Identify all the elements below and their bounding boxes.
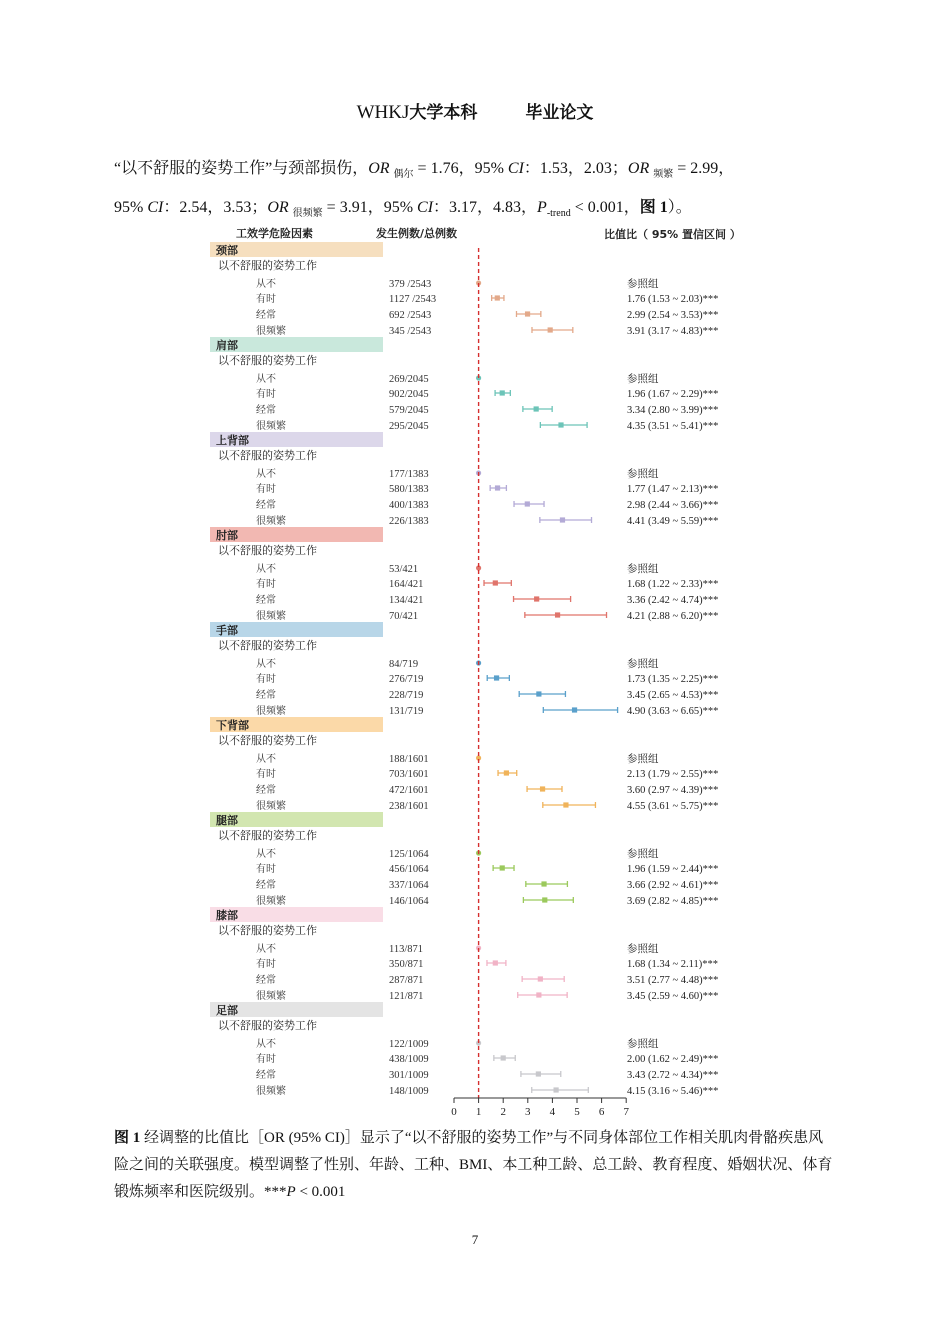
or-point [501,1055,506,1060]
caption-p: P [286,1184,296,1200]
exposure-label: 以不舒服的姿势工作 [218,259,317,272]
or-point [558,422,563,427]
cases-value: 579/2045 [389,405,429,416]
group-name: 膝部 [216,909,238,922]
or-point [493,580,498,585]
or-point [493,960,498,965]
cases-value: 113/871 [389,944,424,955]
cases-value: 295/2045 [389,421,429,432]
level-label: 经常 [256,690,276,701]
cases-value: 125/1064 [389,849,429,860]
cases-value: 146/1064 [389,896,429,907]
p-label: P [537,199,547,217]
or-point [542,897,547,902]
or-ci-text: 参照组 [627,754,659,765]
or-label: OR [627,160,650,177]
level-label: 很频繁 [256,896,286,907]
or-ci-text: 参照组 [627,374,659,385]
level-label: 有时 [256,484,276,495]
or-ci-text: 3.36 (2.42 ~ 4.74)*** [627,595,719,606]
cases-value: 456/1064 [389,864,429,875]
level-label: 从不 [256,754,276,765]
level-label: 有时 [256,579,276,590]
intro-text: = 3.91，95% [322,199,418,217]
level-label: 很频繁 [256,801,286,812]
level-label: 从不 [256,469,276,480]
intro-text: = 2.99， [673,160,735,177]
or-ci-text: 3.45 (2.59 ~ 4.60)*** [627,991,719,1002]
or-ci-text: 1.68 (1.22 ~ 2.33)*** [627,579,719,590]
cases-value: 188/1601 [389,754,429,765]
cases-value: 1127 /2543 [389,294,437,305]
x-tick-label: 1 [475,1106,482,1118]
or-ci-text: 参照组 [627,944,659,955]
header-left: WHKJ [356,102,410,123]
cases-value: 350/871 [389,959,424,970]
or-point [536,992,541,997]
intro-text: ：1.53，2.03； [523,160,628,177]
cases-value: 269/2045 [389,374,429,385]
cases-value: 276/719 [389,674,424,685]
exposure-label: 以不舒服的姿势工作 [218,734,317,747]
level-label: 很频繁 [256,421,286,432]
level-label: 很频繁 [256,326,286,337]
cases-value: 580/1383 [389,484,429,495]
intro-text: ：2.54，3.53； [163,199,268,217]
intro-text: ）。 [667,199,692,217]
cases-value: 122/1009 [389,1039,429,1050]
header-mid: 大学本科 [409,103,478,123]
or-ci-text: 4.55 (3.61 ~ 5.75)*** [627,801,719,812]
level-label: 很频繁 [256,1086,286,1097]
or-ci-text: 3.43 (2.72 ~ 4.34)*** [627,1070,719,1081]
cases-value: 53/421 [389,564,419,575]
cases-value: 345 /2543 [389,326,432,337]
or-ci-text: 4.41 (3.49 ~ 5.59)*** [627,516,719,527]
header-or: 比值比（ 95% 置信区间 ） [604,228,741,241]
or-ci-text: 2.13 (1.79 ~ 2.55)*** [627,769,719,780]
or-point [572,707,577,712]
level-label: 经常 [256,975,276,986]
or-point [500,390,505,395]
or-ci-text: 3.69 (2.82 ~ 4.85)*** [627,896,719,907]
level-label: 经常 [256,405,276,416]
sub-very: 很频繁 [292,208,323,220]
cases-value: 438/1009 [389,1054,429,1065]
cases-value: 134/421 [389,595,424,606]
ci-label: CI [507,160,524,177]
or-ci-text: 1.77 (1.47 ~ 2.13)*** [627,484,719,495]
or-point [553,1087,558,1092]
cases-value: 472/1601 [389,785,429,796]
exposure-label: 以不舒服的姿势工作 [218,544,317,557]
or-ci-text: 2.00 (1.62 ~ 2.49)*** [627,1054,719,1065]
or-ci-text: 1.96 (1.59 ~ 2.44)*** [627,864,719,875]
cases-value: 164/421 [389,579,424,590]
or-ci-text: 3.34 (2.80 ~ 3.99)*** [627,405,719,416]
page-number: 7 [471,1232,479,1247]
level-label: 从不 [256,279,276,290]
or-point [538,976,543,981]
x-tick-label: 6 [598,1106,605,1118]
or-point [525,501,530,506]
or-point [504,770,509,775]
exposure-label: 以不舒服的姿势工作 [218,354,317,367]
intro-text: ：3.17，4.83， [433,199,538,217]
or-point [560,517,565,522]
level-label: 从不 [256,564,276,575]
level-label: 有时 [256,294,276,305]
level-label: 有时 [256,769,276,780]
level-label: 经常 [256,310,276,321]
or-point [548,327,553,332]
level-label: 经常 [256,500,276,511]
or-ci-text: 3.91 (3.17 ~ 4.83)*** [627,326,719,337]
group-name: 上背部 [216,434,249,447]
cases-value: 177/1383 [389,469,429,480]
cases-value: 148/1009 [389,1086,429,1097]
level-label: 经常 [256,785,276,796]
exposure-label: 以不舒服的姿势工作 [218,1019,317,1032]
or-ci-text: 参照组 [627,469,659,480]
or-point [536,691,541,696]
or-point [555,612,560,617]
figure-reference: 图 1 [639,199,668,217]
intro-text: = 1.76，95% [413,160,508,177]
cases-value: 379 /2543 [389,279,432,290]
cases-value: 226/1383 [389,516,429,527]
or-ci-text: 1.96 (1.67 ~ 2.29)*** [627,389,719,400]
level-label: 经常 [256,1070,276,1081]
cases-value: 692 /2543 [389,310,432,321]
or-point [541,881,546,886]
or-ci-text: 3.51 (2.77 ~ 4.48)*** [627,975,719,986]
sub-occasional: 偶尔 [393,169,414,181]
sub-frequent: 频繁 [653,169,674,181]
level-label: 有时 [256,959,276,970]
p-sub: -trend [546,208,571,220]
level-label: 从不 [256,374,276,385]
or-ci-text: 3.45 (2.65 ~ 4.53)*** [627,690,719,701]
x-tick-label: 5 [574,1106,580,1118]
level-label: 很频繁 [256,516,286,527]
x-tick-label: 2 [500,1106,506,1118]
group-name: 肘部 [216,529,238,542]
level-label: 有时 [256,1054,276,1065]
or-ci-text: 参照组 [627,849,659,860]
level-label: 从不 [256,1039,276,1050]
level-label: 有时 [256,864,276,875]
group-name: 肩部 [216,339,238,352]
header-factor: 工效学危险因素 [236,227,313,240]
or-point [563,802,568,807]
level-label: 很频繁 [256,991,286,1002]
or-point [536,1071,541,1076]
caption-text: 经调整的比值比［OR (95% CI)］显示了“以不舒服的姿势工作”与不同身体部位工作相关肌肉骨骼疾患风险之间的关联强度。模型调整了性别、年龄、工种、BMI、本工种工龄、总工龄、教育程度、婚姻状况、体育锻炼频率和医院级别。*** [114,1130,833,1200]
cases-value: 131/719 [389,706,424,717]
or-ci-text: 1.76 (1.53 ~ 2.03)*** [627,294,719,305]
group-name: 下背部 [216,719,249,732]
cases-value: 902/2045 [389,389,429,400]
cases-value: 337/1064 [389,880,429,891]
ci-label: CI [147,199,164,217]
or-point [495,295,500,300]
or-ci-text: 4.35 (3.51 ~ 5.41)*** [627,421,719,432]
group-name: 足部 [216,1004,238,1017]
level-label: 从不 [256,659,276,670]
or-ci-text: 参照组 [627,279,659,290]
exposure-label: 以不舒服的姿势工作 [218,449,317,462]
exposure-label: 以不舒服的姿势工作 [218,924,317,937]
level-label: 经常 [256,595,276,606]
caption-label: 图 1 [114,1130,141,1146]
intro-text: “以不舒服的姿势工作”与颈部损伤， [114,160,369,177]
x-tick-label: 0 [451,1106,457,1118]
or-point [534,406,539,411]
or-point [494,675,499,680]
or-point [534,596,539,601]
figure-caption [114,1125,836,1206]
or-ci-text: 4.21 (2.88 ~ 6.20)*** [627,611,719,622]
cases-value: 287/871 [389,975,424,986]
or-point [495,485,500,490]
or-ci-text: 参照组 [627,1039,659,1050]
x-tick-label: 3 [525,1106,531,1118]
or-ci-text: 1.73 (1.35 ~ 2.25)*** [627,674,719,685]
or-ci-text: 参照组 [627,564,659,575]
intro-text: < 0.001， [570,199,640,217]
cases-value: 70/421 [389,611,419,622]
cases-value: 703/1601 [389,769,429,780]
header-right: 毕业论文 [525,103,594,123]
or-ci-text: 2.99 (2.54 ~ 3.53)*** [627,310,719,321]
level-label: 有时 [256,389,276,400]
group-name: 腿部 [216,814,238,827]
intro-text: 95% [114,199,148,217]
exposure-label: 以不舒服的姿势工作 [218,829,317,842]
level-label: 很频繁 [256,706,286,717]
or-ci-text: 2.98 (2.44 ~ 3.66)*** [627,500,719,511]
level-label: 经常 [256,880,276,891]
group-name: 手部 [216,624,238,637]
level-label: 从不 [256,944,276,955]
or-ci-text: 3.60 (2.97 ~ 4.39)*** [627,785,719,796]
or-label: OR [368,160,390,177]
group-name: 颈部 [216,244,238,257]
ci-label: CI [417,199,434,217]
level-label: 从不 [256,849,276,860]
level-label: 很频繁 [256,611,286,622]
or-ci-text: 1.68 (1.34 ~ 2.11)*** [627,959,719,970]
x-tick-label: 7 [623,1106,629,1118]
cases-value: 238/1601 [389,801,429,812]
exposure-label: 以不舒服的姿势工作 [218,639,317,652]
caption-text: < 0.001 [295,1184,346,1200]
or-ci-text: 参照组 [627,659,659,670]
or-label: OR [267,199,289,217]
or-point [500,865,505,870]
or-point [525,311,530,316]
cases-value: 84/719 [389,659,419,670]
cases-value: 121/871 [389,991,424,1002]
cases-value: 400/1383 [389,500,429,511]
or-ci-text: 3.66 (2.92 ~ 4.61)*** [627,880,719,891]
or-ci-text: 4.15 (3.16 ~ 5.46)*** [627,1086,719,1097]
cases-value: 228/719 [389,690,424,701]
header-cases: 发生例数/总例数 [376,227,458,240]
cases-value: 301/1009 [389,1070,429,1081]
x-tick-label: 4 [549,1106,556,1118]
or-ci-text: 4.90 (3.63 ~ 6.65)*** [627,706,719,717]
level-label: 有时 [256,674,276,685]
or-point [540,786,545,791]
